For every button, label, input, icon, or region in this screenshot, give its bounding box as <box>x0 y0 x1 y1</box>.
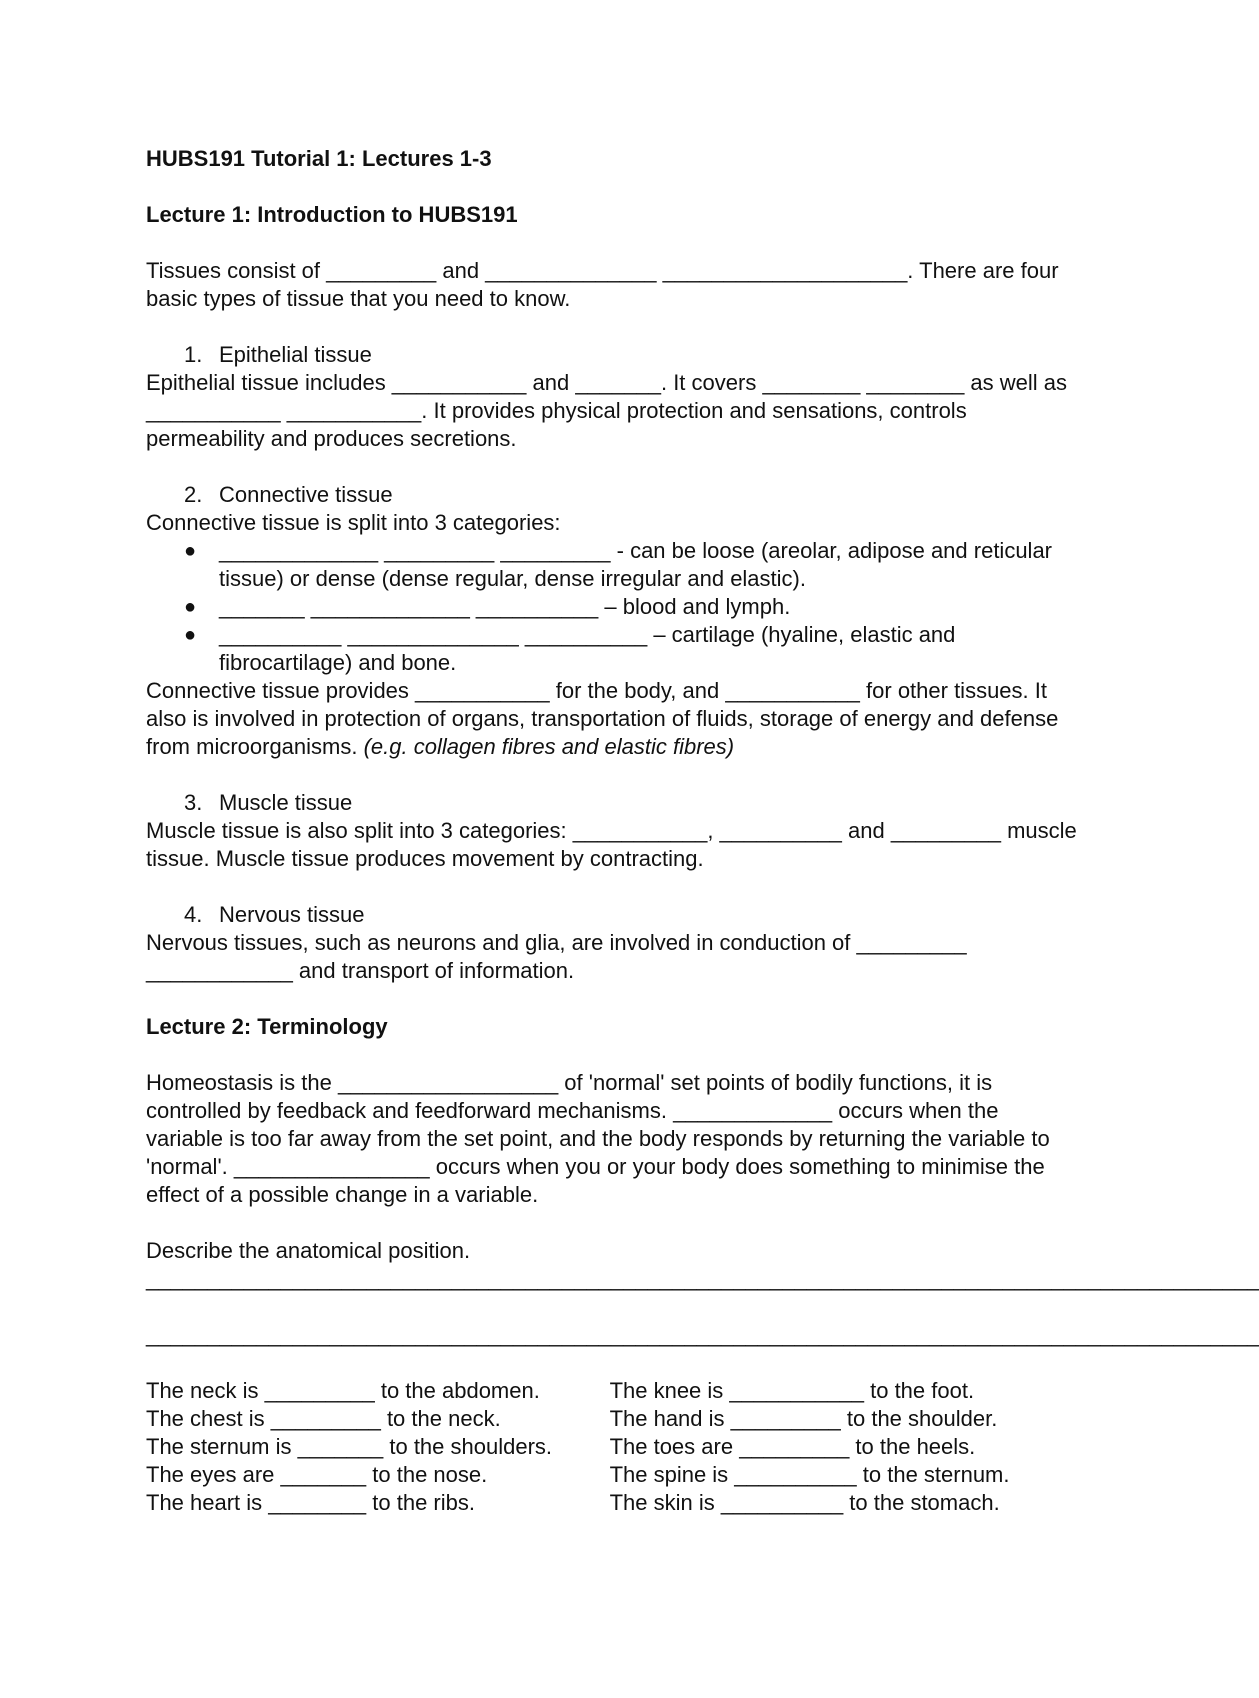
bullet-icon: ● <box>184 540 197 562</box>
left-column <box>146 1377 610 1517</box>
anatomical-position-question: Describe the anatomical position. <box>146 1238 471 1263</box>
muscle-number: 3. <box>184 790 203 815</box>
nervous-number: 4. <box>184 902 203 927</box>
answer-line: ___________________________________________________________________________________________ <box>146 1322 1259 1347</box>
exercise-item: The hand is _________ to the shoulder. <box>609 1406 998 1431</box>
connective-intro: Connective tissue is split into 3 categories: <box>146 510 561 535</box>
connective-categories-list <box>146 537 1080 677</box>
lecture1-intro: Tissues consist of _________ and ______________ ____________________. There are four basic types of tissue that you need to know. <box>146 258 1059 311</box>
lecture2-heading: Lecture 2: Terminology <box>146 1014 388 1039</box>
muscle-heading <box>146 789 1080 817</box>
exercise-item: The sternum is _______ to the shoulders. <box>146 1434 553 1459</box>
directional-terms-exercise <box>146 1377 1080 1517</box>
document-title: HUBS191 Tutorial 1: Lectures 1-3 <box>146 146 492 171</box>
bullet-icon: ● <box>184 624 197 646</box>
list-item: ● __________ ______________ __________ – cartilage (hyaline, elastic and fibrocartilage) and bone. <box>184 622 956 675</box>
lecture1-heading: Lecture 1: Introduction to HUBS191 <box>146 202 518 227</box>
epithelial-text: Epithelial tissue includes ___________ and _______. It covers ________ ________ as well as ___________ ___________. It provides physical protection and sensations, controls permeability and produces secretions. <box>146 370 1068 451</box>
connective-example: (e.g. collagen fibres and elastic fibres) <box>363 734 735 759</box>
epithelial-number: 1. <box>184 342 203 367</box>
nervous-heading <box>146 901 1080 929</box>
exercise-item: The toes are _________ to the heels. <box>609 1434 976 1459</box>
list-item: ● _____________ _________ _________ - can be loose (areolar, adipose and reticular tissue) or dense (dense regular, dense irregular and elastic). <box>184 538 1053 591</box>
right-column <box>610 1377 1080 1517</box>
exercise-item: The chest is _________ to the neck. <box>146 1406 501 1431</box>
nervous-title: Nervous tissue <box>219 902 365 927</box>
exercise-item: The heart is ________ to the ribs. <box>146 1490 475 1515</box>
connective-title: Connective tissue <box>219 482 393 507</box>
connective-number: 2. <box>184 482 203 507</box>
exercise-item: The neck is _________ to the abdomen. <box>146 1378 540 1403</box>
nervous-text: Nervous tissues, such as neurons and glia, are involved in conduction of _________ ____________ and transport of information. <box>146 930 967 983</box>
exercise-item: The eyes are _______ to the nose. <box>146 1462 488 1487</box>
muscle-title: Muscle tissue <box>219 790 353 815</box>
epithelial-title: Epithelial tissue <box>219 342 372 367</box>
exercise-item: The skin is __________ to the stomach. <box>609 1490 1000 1515</box>
bullet-icon: ● <box>184 596 197 618</box>
epithelial-heading <box>146 341 1080 369</box>
connective-heading <box>146 481 1080 509</box>
list-item: ● _______ _____________ __________ – blood and lymph. <box>184 594 791 619</box>
muscle-text: Muscle tissue is also split into 3 categories: ___________, __________ and _________ muscle tissue. Muscle tissue produces movement by contracting. <box>146 818 1077 871</box>
exercise-item: The knee is ___________ to the foot. <box>609 1378 975 1403</box>
homeostasis-text: Homeostasis is the __________________ of 'normal' set points of bodily functions, it is controlled by feedback and feedforward mechanisms. _____________ occurs when the variable is too far away from the set point, and the body responds by returning the variable to 'normal'. ________________ occurs when you or your body does something to minimise the effect of a possible change in a variable. <box>146 1070 1050 1207</box>
exercise-item: The spine is __________ to the sternum. <box>609 1462 1010 1487</box>
connective-text: Connective tissue provides ___________ for the body, and ___________ for other tissues. It also is involved in protection of organs, transportation of fluids, storage of energy and defense from microorganisms. (e.g. collagen fibres and elastic fibres) <box>146 678 1059 759</box>
answer-line: ___________________________________________________________________________________________ <box>146 1266 1259 1291</box>
